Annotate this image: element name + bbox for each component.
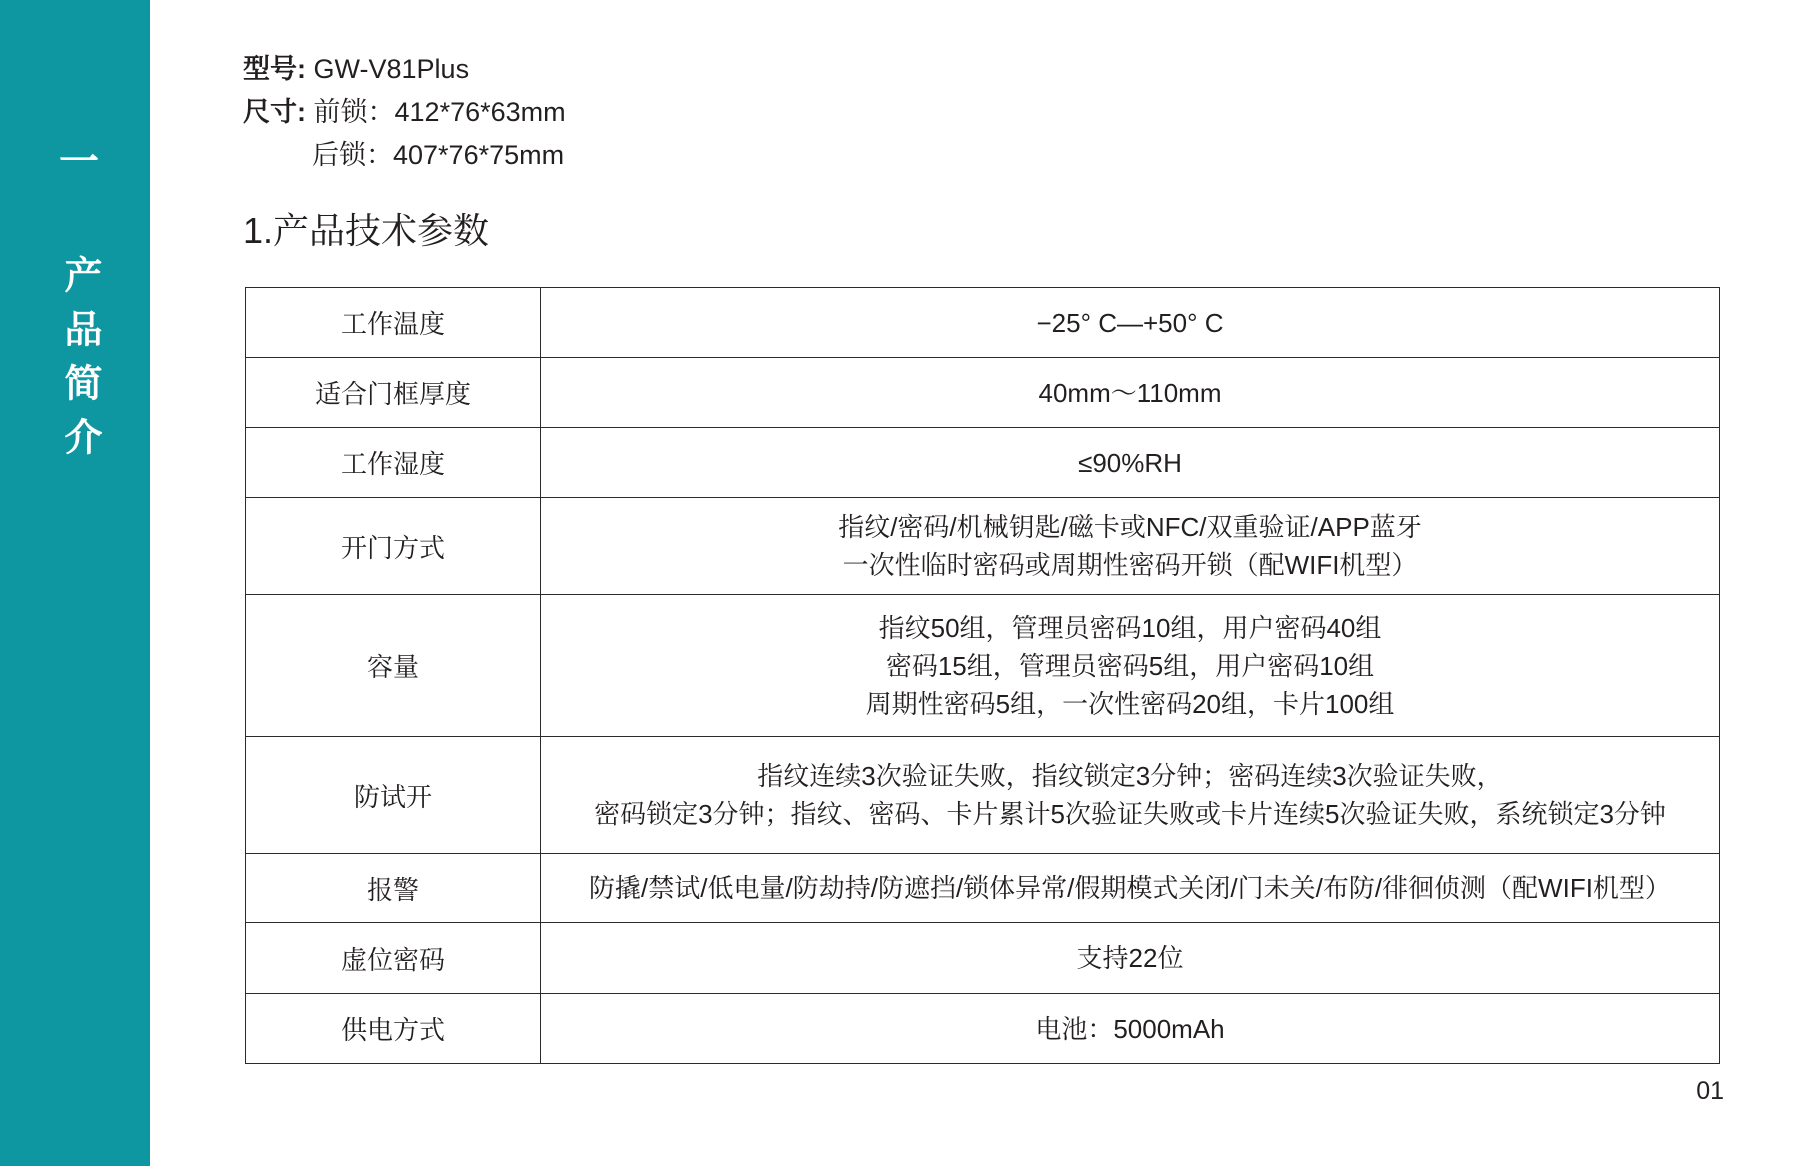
param-label: 虚位密码 [246,923,541,994]
param-value-line: 指纹连续3次验证失败，指纹锁定3分钟；密码连续3次验证失败， [757,761,1503,791]
size-label: 尺寸: [243,97,306,127]
model-line [243,48,943,91]
param-value-line: 电池：5000mAh [1035,1013,1225,1044]
size-line [243,91,943,134]
table-row [246,994,1720,1064]
param-label: 容量 [246,595,541,737]
param-value-line: 40mm～110mm [1038,377,1222,408]
table-row [246,428,1720,498]
param-value [541,854,1720,923]
rear-lock-line [243,134,943,177]
param-value-line: 支持22位 [1076,943,1184,973]
front-lock-size: 前锁：412*76*63mm [313,97,566,127]
section-title: 1.产品技术参数 [243,210,490,251]
param-label: 适合门框厚度 [246,358,541,428]
param-value-line: 防撬/禁试/低电量/防劫持/防遮挡/锁体异常/假期模式关闭/门未关/布防/徘徊侦测（配WIFI机型） [589,873,1671,903]
param-label: 防试开 [246,737,541,854]
param-value [541,498,1720,595]
table-row [246,737,1720,854]
chapter-mark: 一 [59,140,99,184]
param-value [541,737,1720,854]
param-value [541,923,1720,994]
param-value [541,595,1720,737]
param-value-line: −25° C—+50° C [1036,307,1224,338]
param-label: 供电方式 [246,994,541,1064]
param-label: 报警 [246,854,541,923]
param-value-line: 周期性密码5组，一次性密码20组，卡片100组 [865,688,1395,719]
parameter-table [245,287,1720,1064]
table-row [246,923,1720,994]
table-row [246,358,1720,428]
param-value [541,288,1720,358]
param-value-line: 一次性临时密码或周期性密码开锁（配WIFI机型） [842,550,1418,580]
param-value-line: ≤90%RH [1078,447,1182,478]
chapter-sidebar [0,0,150,1166]
param-label: 工作温度 [246,288,541,358]
table-row [246,595,1720,737]
param-value-line: 密码锁定3分钟；指纹、密码、卡片累计5次验证失败或卡片连续5次验证失败，系统锁定3分钟 [594,799,1666,829]
model-value: GW-V81Plus [313,54,470,84]
param-label: 工作湿度 [246,428,541,498]
chapter-title: 产品简介 [58,255,100,471]
model-label: 型号: [243,54,306,84]
table-row [246,288,1720,358]
table-row [246,498,1720,595]
param-value-line: 密码15组，管理员密码5组，用户密码10组 [885,650,1375,681]
param-value [541,428,1720,498]
param-value [541,358,1720,428]
table-row [246,854,1720,923]
rear-lock-size: 后锁：407*76*75mm [312,140,565,170]
page-number: 01 [1696,1077,1724,1105]
model-spec [243,48,943,177]
param-value-line: 指纹/密码/机械钥匙/磁卡或NFC/双重验证/APP蓝牙 [838,512,1422,542]
param-value-line: 指纹50组，管理员密码10组，用户密码40组 [878,612,1382,643]
param-label: 开门方式 [246,498,541,595]
param-value [541,994,1720,1064]
